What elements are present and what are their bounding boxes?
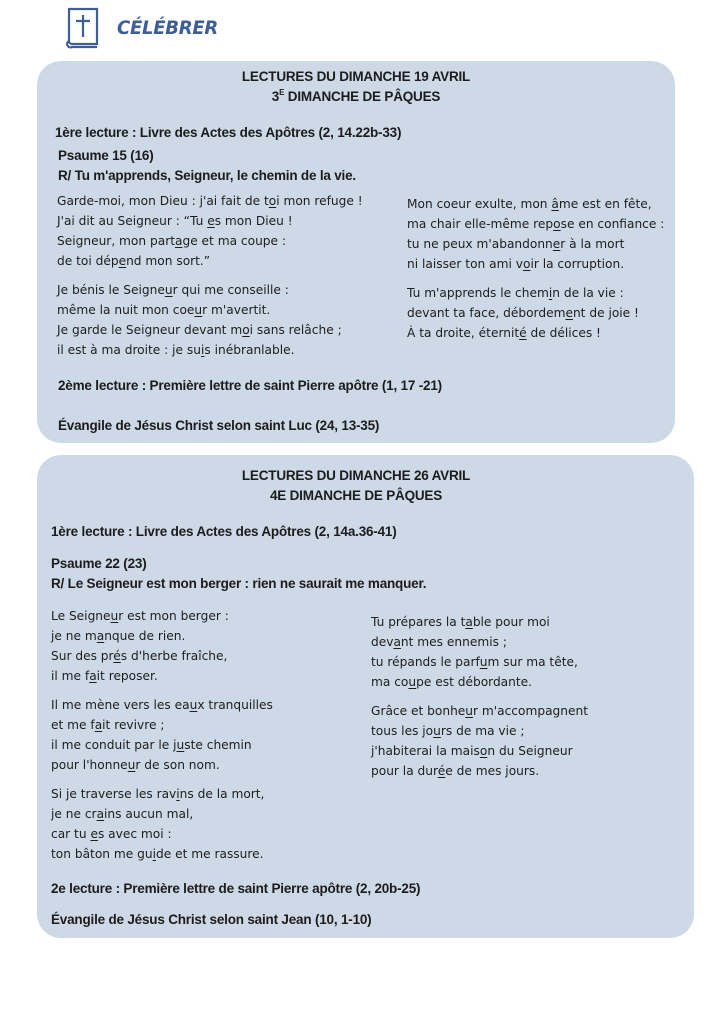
title-rest: DIMANCHE DE PÂQUES: [284, 89, 441, 104]
section-title: CÉLÉBRER: [117, 17, 219, 39]
psalm-left-column: [51, 606, 273, 873]
accent-syllable: u: [194, 303, 203, 317]
accent-syllable: a: [96, 807, 105, 821]
psalm-verse-line: je ne manque de rien.: [51, 629, 186, 643]
accent-syllable: o: [268, 194, 277, 208]
psalm-verse-line: ton bâton me guide et me rassure.: [51, 847, 264, 861]
psalm-stanza: [57, 191, 363, 271]
psalm-stanza: [407, 194, 664, 274]
psalm-stanza: [371, 701, 588, 781]
psalm-verse-line: tu ne peux m'abandonner à la mort: [407, 237, 625, 251]
psalm-stanza: [51, 606, 273, 686]
psalm-verse-line: pour l'honneur de son nom.: [51, 758, 220, 772]
psalm-reference: Psaume 15 (16): [58, 148, 154, 163]
accent-syllable: a: [96, 629, 105, 643]
psalm-verse-line: Si je traverse les ravins de la mort,: [51, 787, 265, 801]
psalm-verse-line: Je garde le Seigneur devant moi sans relâche ;: [57, 323, 342, 337]
psalm-verse-line: À ta droite, éternité de délices !: [407, 326, 601, 340]
title-line-1: LECTURES DU DIMANCHE 26 AVRIL: [241, 468, 471, 483]
accent-syllable: u: [479, 655, 488, 669]
psalm-verse-line: pour la durée de mes jours.: [371, 764, 540, 778]
section-header: [66, 4, 223, 52]
psalm-verse-line: Tu prépares la table pour moi: [371, 615, 550, 629]
card-title: [37, 466, 675, 506]
psalm-verse-line: J'ai dit au Seigneur : “Tu es mon Dieu !: [57, 214, 293, 228]
accent-syllable: a: [465, 615, 473, 629]
accent-syllable: o: [522, 257, 531, 271]
psalm-verse-line: Grâce et bonheur m'accompagnent: [371, 704, 589, 718]
psalm-stanza: [371, 612, 588, 692]
title-number: 3: [271, 89, 280, 104]
accent-syllable: i: [201, 343, 205, 357]
psalm-verse-line: tous les jours de ma vie ;: [371, 724, 525, 738]
psalm-verse-line: j'habiterai la maison du Seigneur: [371, 744, 573, 758]
second-reading: 2ème lecture : Première lettre de saint Pierre apôtre (1, 17 -21): [58, 378, 442, 393]
psalm-verse-line: Le Seigneur est mon berger :: [51, 609, 229, 623]
readings-card-26-april: [37, 455, 694, 938]
psalm-verse-line: ma coupe est débordante.: [371, 675, 533, 689]
psalm-verse-line: Je bénis le Seigneur qui me conseille :: [57, 283, 289, 297]
accent-syllable: é: [113, 649, 121, 663]
psalm-verse-line: devant ta face, débordement de joie !: [407, 306, 639, 320]
psalm-reference: Psaume 22 (23): [51, 556, 147, 571]
first-reading: 1ère lecture : Livre des Actes des Apôtres (2, 14a.36-41): [51, 524, 397, 539]
psalm-left-column: [57, 191, 363, 369]
psalm-verse-line: il est à ma droite : je suis inébranlable.: [57, 343, 295, 357]
accent-syllable: u: [164, 283, 173, 297]
psalm-verse-line: Mon coeur exulte, mon âme est en fête,: [407, 197, 652, 211]
psalm-refrain: R/ Le Seigneur est mon berger : rien ne saurait me manquer.: [51, 576, 427, 591]
psalm-verse-line: je ne crains aucun mal,: [51, 807, 194, 821]
title-line-2: 4E DIMANCHE DE PÂQUES: [269, 488, 443, 503]
psalm-verse-line: Tu m'apprends le chemin de la vie :: [407, 286, 624, 300]
title-superscript: E: [279, 88, 285, 97]
psalm-verse-line: même la nuit mon coeur m'avertit.: [57, 303, 271, 317]
psalm-verse-line: Il me mène vers les eaux tranquilles: [51, 698, 273, 712]
accent-syllable: a: [94, 718, 103, 732]
accent-syllable: e: [207, 214, 215, 228]
title-line-2: [37, 87, 675, 107]
psalm-verse-line: et me fait revivre ;: [51, 718, 165, 732]
accent-syllable: a: [174, 234, 183, 248]
psalm-verse-line: de toi dépend mon sort.”: [57, 254, 211, 268]
accent-syllable: u: [127, 758, 136, 772]
psalm-stanza: [51, 784, 273, 864]
bible-cross-icon: [66, 4, 100, 52]
accent-syllable: i: [176, 787, 180, 801]
accent-syllable: i: [548, 286, 553, 300]
accent-syllable: e: [90, 827, 98, 841]
psalm-verse-line: ni laisser ton ami voir la corruption.: [407, 257, 625, 271]
accent-syllable: e: [552, 237, 561, 251]
psalm-stanza: [57, 280, 363, 360]
accent-syllable: o: [553, 217, 561, 231]
readings-card-19-april: [37, 61, 675, 443]
psalm-verse-line: Sur des prés d'herbe fraîche,: [51, 649, 228, 663]
accent-syllable: a: [393, 635, 401, 649]
card-title: [37, 67, 675, 107]
psalm-right-column: [407, 194, 664, 352]
first-reading: 1ère lecture : Livre des Actes des Apôtres (2, 14.22b-33): [55, 125, 402, 140]
accent-syllable: u: [110, 609, 119, 623]
accent-syllable: u: [408, 675, 417, 689]
gospel-reading: Évangile de Jésus Christ selon saint Jean (10, 1-10): [51, 912, 372, 927]
accent-syllable: e: [118, 254, 127, 268]
accent-syllable: o: [479, 744, 488, 758]
accent-syllable: u: [433, 724, 441, 738]
accent-syllable: u: [465, 704, 474, 718]
accent-syllable: u: [189, 698, 198, 712]
accent-syllable: o: [242, 323, 250, 337]
psalm-stanza: [407, 283, 664, 343]
psalm-verse-line: car tu es avec moi :: [51, 827, 172, 841]
second-reading: 2e lecture : Première lettre de saint Pierre apôtre (2, 20b-25): [51, 881, 421, 896]
title-line-1: LECTURES DU DIMANCHE 19 AVRIL: [241, 69, 471, 84]
psalm-refrain: R/ Tu m'apprends, Seigneur, le chemin de la vie.: [58, 168, 356, 183]
psalm-verse-line: ma chair elle-même repose en confiance :: [407, 217, 665, 231]
accent-syllable: é: [437, 764, 446, 778]
accent-syllable: â: [551, 197, 559, 211]
accent-syllable: a: [89, 669, 97, 683]
psalm-verse-line: Garde-moi, mon Dieu : j'ai fait de toi mon refuge !: [57, 194, 363, 208]
psalm-stanza: [51, 695, 273, 775]
gospel-reading: Évangile de Jésus Christ selon saint Luc (24, 13-35): [58, 418, 380, 433]
accent-syllable: é: [519, 326, 527, 340]
accent-syllable: i: [152, 847, 156, 861]
psalm-verse-line: tu répands le parfum sur ma tête,: [371, 655, 578, 669]
psalm-verse-line: Seigneur, mon partage et ma coupe :: [57, 234, 287, 248]
psalm-verse-line: il me fait reposer.: [51, 669, 158, 683]
accent-syllable: e: [565, 306, 573, 320]
psalm-verse-line: devant mes ennemis ;: [371, 635, 507, 649]
psalm-verse-line: il me conduit par le juste chemin: [51, 738, 252, 752]
accent-syllable: u: [176, 738, 185, 752]
psalm-right-column: [371, 612, 588, 790]
